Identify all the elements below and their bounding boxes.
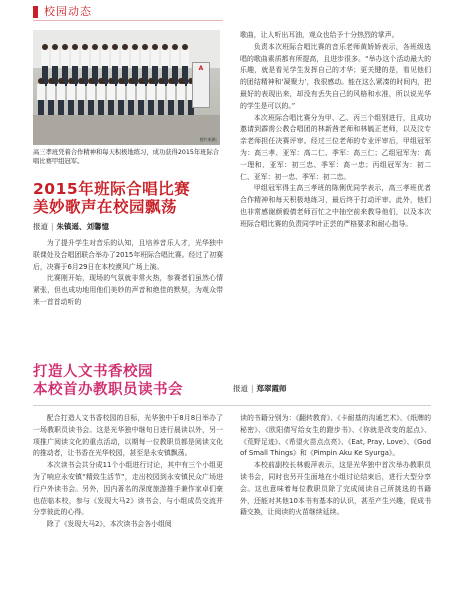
article2-paragraph: 本次读书会共分成11个小组进行讨论，其中有三个小组更为了响应永安镇“精致生活节”，走出校园到永安镇民众广场进行户外读书会。另外，因内著名的深度旅游推手兼作家卓们豪也莅临本校，参与《发现大马2》读书会，与小组成员交流并分享彼此的心得。 [33, 461, 223, 517]
choir-singer [37, 78, 45, 120]
article1-paragraph: 甲组冠军得主高三孝班的陈俐优同学表示，高三孝班优者合作精神和每天积极地练习，最后终于打动评审。此外，他们也非常感谢颜毅倩老师百忙之中抽空前来教导他们，以及本次班际合唱比赛的负责同学叶正芸的严格要求和耐心指导。 [240, 184, 431, 228]
choir-singer [47, 78, 55, 120]
article2-byline: 报道 | 郑翠霞师 [233, 384, 287, 393]
article1-paragraph: 负责本次班际合唱比赛的音乐老师黄娇娇表示，各班级选唱的歌曲素质都有所提高，且进步很多。“举办这个活动最大的乐趣，就是看见学生发挥自己的才华；更关键的是，看见他们的团结精神和‘凝聚力’，我很感动。能在这么紧凑的时间内，把最好的表现出来，却没有丢失自己的风格和水准，所以说光华的学生是可以的。” [240, 42, 431, 110]
photo-credit: 图片来源: [199, 137, 217, 142]
section-title: 校园动态 [44, 5, 92, 18]
article1-title-line2: 美妙歌声在校园飘荡 [33, 198, 178, 216]
article1-title [33, 180, 223, 216]
article1-paragraph: 为了提升学生对音乐的认知，且培养音乐人才，光华独中联课处及合唱团联合举办了2015年班际合唱比赛。经过了初赛后，决赛于6月29日在本校漠风广场上演。 [33, 239, 223, 271]
article2-paragraph: 配合打造人文书香校园的目标，光华独中于8月8日举办了一场教职员读书会。这是光华独中继旬日进行晨读以外，另一项推广阅读文化的重点活动，以期每一位教职员都是阅读文化的推动者，让书香在光华校园，甚至是永安镇飘荡。 [33, 414, 223, 458]
article1-paragraph: 本次班际合唱比赛分为甲、乙、丙三个组别进行，且成功邀请到霹雳公教合唱团的林新茜老师和林毓正老师，以及汶专亲老师担任决赛评审。经过三位老师的专业评审后，甲组冠军为：高三孝、亚军：高二仁、季军：高三仁；乙组冠军为：高一理和、亚军：初三忠、季军：高一忠；丙组冠军为：初二仁、亚军：初一忠、季军：初二忠。 [240, 113, 431, 181]
choir-singer [157, 78, 165, 120]
article1-body-right [240, 30, 431, 231]
choir-singer [137, 78, 145, 120]
article2-body-left [33, 413, 223, 531]
lectern-sign-letter: A [198, 65, 204, 72]
choir-singer [67, 78, 75, 120]
choir-photo [33, 30, 220, 145]
article1-byline-authors: 朱镇遥、刘馨憶 [56, 222, 110, 231]
choir-singer [97, 78, 105, 120]
choir-singer [147, 78, 155, 120]
article2-title-line2: 本校首办教职员读书会 [33, 382, 183, 398]
choir-singer [107, 78, 115, 120]
section-header-underline [33, 20, 223, 21]
choir-singer [177, 78, 185, 120]
choir-front-row [37, 78, 195, 120]
choir-singer [87, 78, 95, 120]
article1-title-line1: 2015年班际合唱比赛 [33, 180, 191, 198]
article1-byline: 报道 | 朱镇遥、刘馨憶 [33, 222, 110, 231]
article2-divider [33, 405, 431, 406]
choir-singer [117, 78, 125, 120]
article1-paragraph: 比赛刚开始，现场的气氛就非常火热，参赛者们虽然心情紧张，但也成功地用他们美妙的声音和绝佳的默契，为观众带来一首首动听的 [33, 274, 223, 306]
article1-paragraph: 歌曲，让人听出耳油，观众也给予十分热烈的掌声。 [240, 31, 399, 39]
article2-paragraph: 除了《发现大马2》，本次读书会各小组阅 [46, 520, 172, 529]
photo-floor [33, 115, 220, 145]
article2-paragraph: 本校前副校长林毅萍表示，这是光华独中首次举办教职员读书会，同时也另开生面地在小组讨论结束后，进行大型分享会。这也意味着每位教职员除了完成阅读自己所挑选的书籍外，还能对其他10本书有基本的认识，甚至产生兴趣，促成书籍交换，让阅读的火苗继续延续。 [240, 461, 431, 517]
article2-byline-label: 报道 [233, 384, 248, 393]
article2-title-line1: 打造人文书香校园 [33, 364, 153, 380]
lectern-sign [192, 62, 210, 108]
section-header [0, 0, 462, 22]
choir-singer [77, 78, 85, 120]
article2-paragraph: 读的书籍分别为：《翻转教育》、《卡耐基的沟通艺术》、《纸牌的秘密》、《欧阳倩写给女生的蹬步书》、《你就是改变的起点》、《荒野足迹》、《希望火苗点点亮》、《Eat, Pray, Love》、《God of Small Things》和《Pimpin Aku Ke Syurga》。 [240, 414, 431, 458]
choir-singer [167, 78, 175, 120]
section-header-bar [33, 6, 38, 18]
choir-singer [127, 78, 135, 120]
photo-caption: 高三孝班凭着合作精神和每天积极地练习，成功获得2015年班际合唱比赛甲组冠军。 [33, 149, 220, 165]
choir-singer [57, 78, 65, 120]
article2-title [33, 363, 233, 399]
article1-body-left [33, 238, 223, 309]
article2-body-right [240, 413, 431, 519]
article2-byline-author: 郑翠霞师 [256, 384, 287, 393]
article1-byline-label: 报道 [33, 222, 48, 231]
